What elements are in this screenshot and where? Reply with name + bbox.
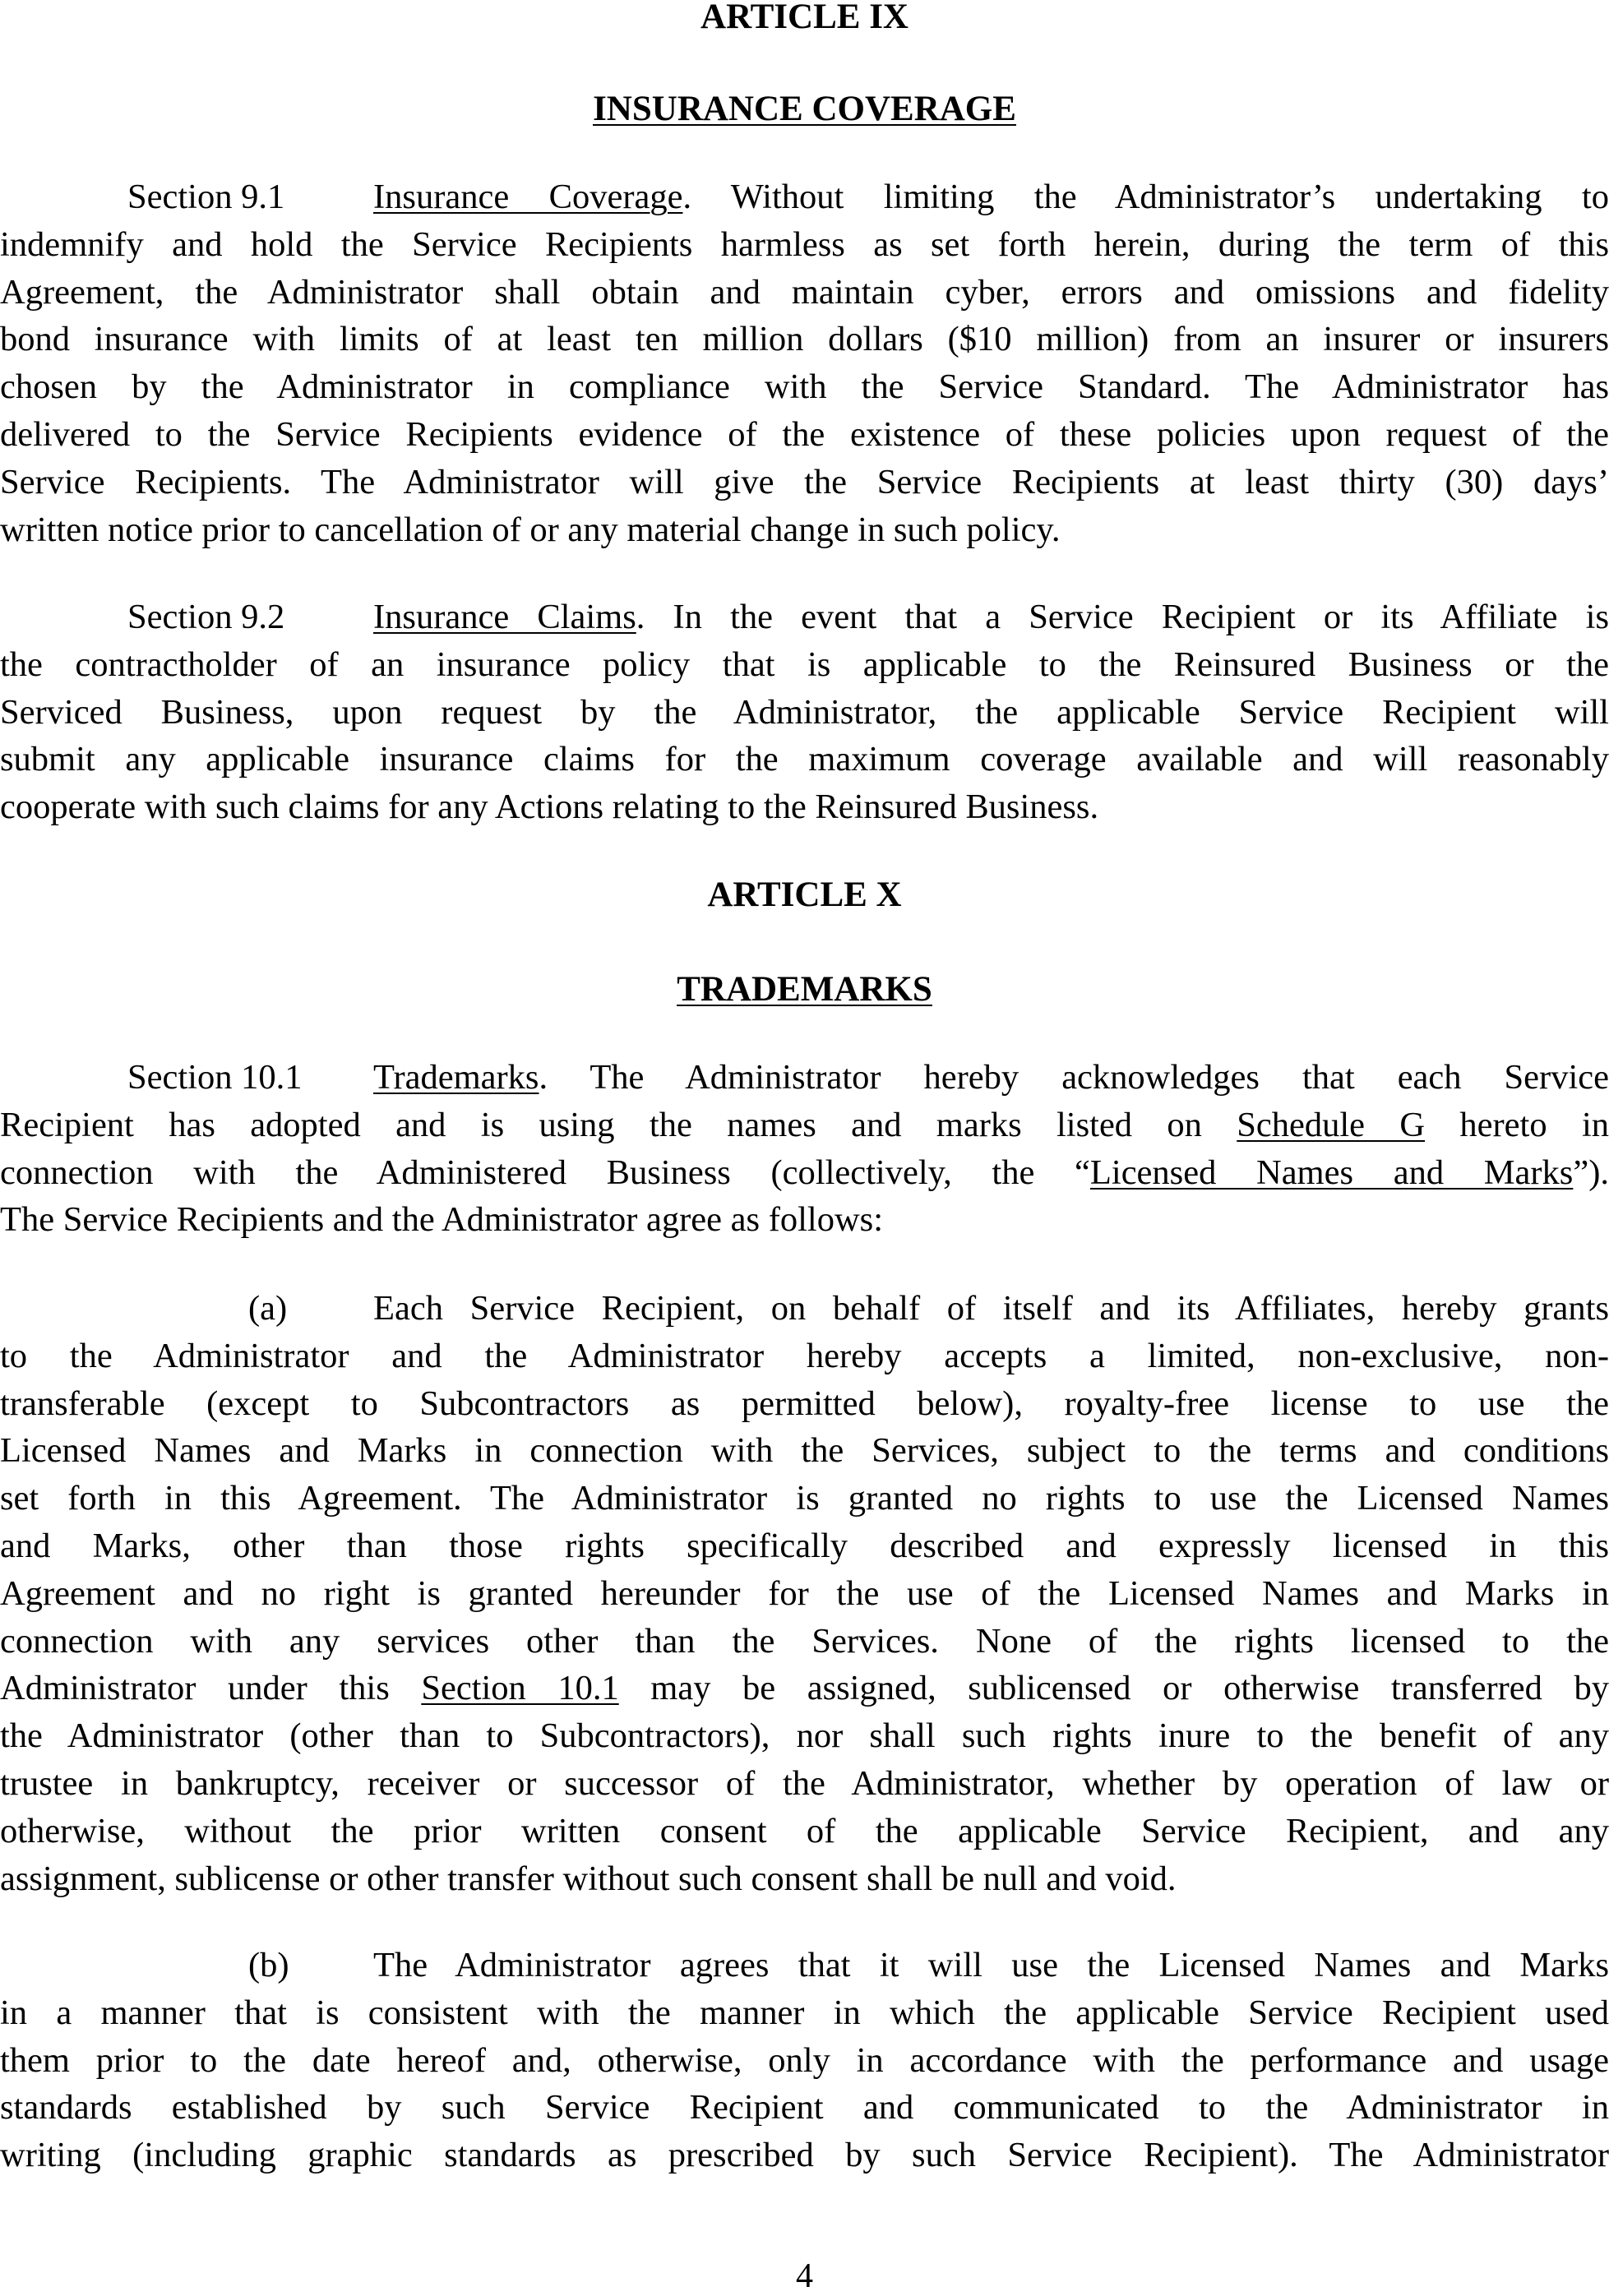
text-segment: indemnify and hold the Service Recipients harmless as set forth herein, during the term of this xyxy=(0,224,1609,264)
text-line xyxy=(0,1285,1609,1333)
text-segment: ”). xyxy=(1573,1153,1609,1192)
text-line xyxy=(0,506,1609,554)
text-segment: transferable (except to Subcontractors as permitted below), royalty-free license to use the xyxy=(0,1384,1609,1423)
article-x-title: ARTICLE X xyxy=(707,875,902,914)
text-line xyxy=(0,1380,1609,1428)
section-9-1 xyxy=(0,173,1609,553)
text-line xyxy=(0,269,1609,316)
underlined-term: Insurance Claims xyxy=(373,598,636,636)
text-line xyxy=(0,173,1609,221)
text-line xyxy=(0,221,1609,269)
article-ix-title: ARTICLE IX xyxy=(700,0,909,36)
text-line xyxy=(0,411,1609,459)
text-line xyxy=(0,594,1609,641)
text-line xyxy=(0,1475,1609,1522)
text-line xyxy=(0,459,1609,506)
text-line xyxy=(0,1760,1609,1808)
article-x-heading xyxy=(0,969,1609,1010)
text-segment: The Service Recipients and the Administrator agree as follows: xyxy=(0,1200,883,1240)
text-line xyxy=(0,1196,1609,1244)
text-line xyxy=(0,2132,1609,2179)
text-segment: chosen by the Administrator in compliance with the Service Standard. The Administrator has xyxy=(0,367,1609,407)
text-segment: hereto in xyxy=(1425,1105,1609,1144)
text-line xyxy=(0,1855,1609,1903)
section-label: Section 9.1 xyxy=(127,178,285,216)
text-segment: standards established by such Service Recipient and communicated to the Administrator in xyxy=(0,2088,1609,2127)
text-segment: Recipient has adopted and is using the names and marks listed on xyxy=(0,1105,1237,1144)
text-segment: . Without limiting the Administrator’s undertaking to xyxy=(682,178,1609,216)
text-segment: Service Recipients. The Administrator will give the Service Recipients at least thirty (30) days’ xyxy=(0,462,1609,501)
article-ix-heading xyxy=(0,89,1609,130)
text-segment: and Marks, other than those rights specifically described and expressly licensed in this xyxy=(0,1526,1609,1565)
text-segment: delivered to the Service Recipients evidence of the existence of these policies upon request of the xyxy=(0,414,1609,454)
text-segment: assignment, sublicense or other transfer without such consent shall be null and void. xyxy=(0,1859,1177,1898)
text-line xyxy=(0,2037,1609,2085)
text-segment: set forth in this Agreement. The Administrator is granted no rights to use the Licensed Names xyxy=(0,1479,1609,1518)
text-segment: them prior to the date hereof and, otherwise, only in accordance with the performance and usage xyxy=(0,2040,1609,2080)
text-line xyxy=(0,316,1609,363)
text-segment: Agreement, the Administrator shall obtain and maintain cyber, errors and omissions and fidelity xyxy=(0,272,1609,312)
text-line xyxy=(0,1570,1609,1618)
text-segment: . The Administrator hereby acknowledges that each Service xyxy=(539,1058,1609,1097)
article-x-subtitle: TRADEMARKS xyxy=(677,970,932,1009)
section-10-1 xyxy=(0,1054,1609,1244)
underlined-term: Licensed Names and Marks xyxy=(1089,1153,1574,1192)
text-segment: connection with any services other than the Services. None of the rights licensed to the xyxy=(0,1621,1609,1661)
text-segment: cooperate with such claims for any Actions relating to the Reinsured Business. xyxy=(0,788,1099,827)
page-number: 4 xyxy=(796,2257,813,2295)
text-line xyxy=(0,1333,1609,1380)
text-segment: may be assigned, sublicensed or otherwise transferred by xyxy=(618,1669,1609,1708)
section-10-1-b xyxy=(0,1942,1609,2179)
text-line xyxy=(0,1054,1609,1102)
section-label: (a) xyxy=(248,1289,288,1328)
text-line xyxy=(0,1149,1609,1197)
underlined-term: Trademarks xyxy=(373,1058,539,1097)
text-segment: trustee in bankruptcy, receiver or successor of the Administrator, whether by operation of law or xyxy=(0,1763,1609,1803)
text-line xyxy=(0,1522,1609,1570)
section-9-2 xyxy=(0,594,1609,831)
text-segment: connection with the Administered Business (collectively, the “ xyxy=(0,1153,1090,1192)
text-line xyxy=(0,1808,1609,1855)
text-segment: bond insurance with limits of at least ten million dollars ($10 million) from an insurer or insurers xyxy=(0,320,1609,359)
text-segment: Agreement and no right is granted hereunder for the use of the Licensed Names and Marks in xyxy=(0,1573,1609,1613)
text-segment: Each Service Recipient, on behalf of itself and its Affiliates, hereby grants xyxy=(373,1289,1609,1328)
article-ix-subtitle: INSURANCE COVERAGE xyxy=(593,90,1016,128)
text-segment: The Administrator agrees that it will use the Licensed Names and Marks xyxy=(373,1946,1609,1984)
text-segment: the contractholder of an insurance policy that is applicable to the Reinsured Business or the xyxy=(0,644,1609,684)
text-line xyxy=(0,1989,1609,2037)
text-segment: written notice prior to cancellation of or any material change in such policy. xyxy=(0,510,1061,549)
text-segment: to the Administrator and the Administrator hereby accepts a limited, non-exclusive, non- xyxy=(0,1336,1609,1375)
text-line xyxy=(0,1665,1609,1712)
text-line xyxy=(0,1427,1609,1475)
underlined-term: Insurance Coverage xyxy=(373,178,683,216)
text-line xyxy=(0,736,1609,783)
text-segment: submit any applicable insurance claims for the maximum coverage available and will reasonably xyxy=(0,740,1609,779)
section-label: (b) xyxy=(248,1946,289,1984)
text-segment: writing (including graphic standards as prescribed by such Service Recipient). The Administrator xyxy=(0,2136,1609,2175)
text-segment: otherwise, without the prior written consent of the applicable Service Recipient, and any xyxy=(0,1811,1609,1850)
section-10-1-a xyxy=(0,1285,1609,1902)
section-label: Section 9.2 xyxy=(127,598,285,636)
text-segment: the Administrator (other than to Subcontractors), nor shall such rights inure to the benefit of any xyxy=(0,1716,1609,1756)
text-segment: Licensed Names and Marks in connection with the Services, subject to the terms and conditions xyxy=(0,1431,1609,1471)
text-segment: . In the event that a Service Recipient or its Affiliate is xyxy=(636,598,1609,636)
underlined-term: Schedule G xyxy=(1237,1105,1426,1144)
text-line xyxy=(0,641,1609,689)
underlined-term: Section 10.1 xyxy=(421,1669,619,1708)
text-line xyxy=(0,689,1609,737)
text-line xyxy=(0,1618,1609,1665)
section-label: Section 10.1 xyxy=(127,1058,303,1097)
text-segment: Serviced Business, upon request by the Administrator, the applicable Service Recipient will xyxy=(0,692,1609,732)
text-line xyxy=(0,2084,1609,2132)
text-line xyxy=(0,363,1609,411)
text-line xyxy=(0,1102,1609,1149)
text-line xyxy=(0,1712,1609,1760)
text-segment: Administrator under this xyxy=(0,1669,422,1708)
text-line xyxy=(0,1942,1609,1989)
text-line xyxy=(0,783,1609,831)
text-segment: in a manner that is consistent with the manner in which the applicable Service Recipient used xyxy=(0,1993,1609,2032)
